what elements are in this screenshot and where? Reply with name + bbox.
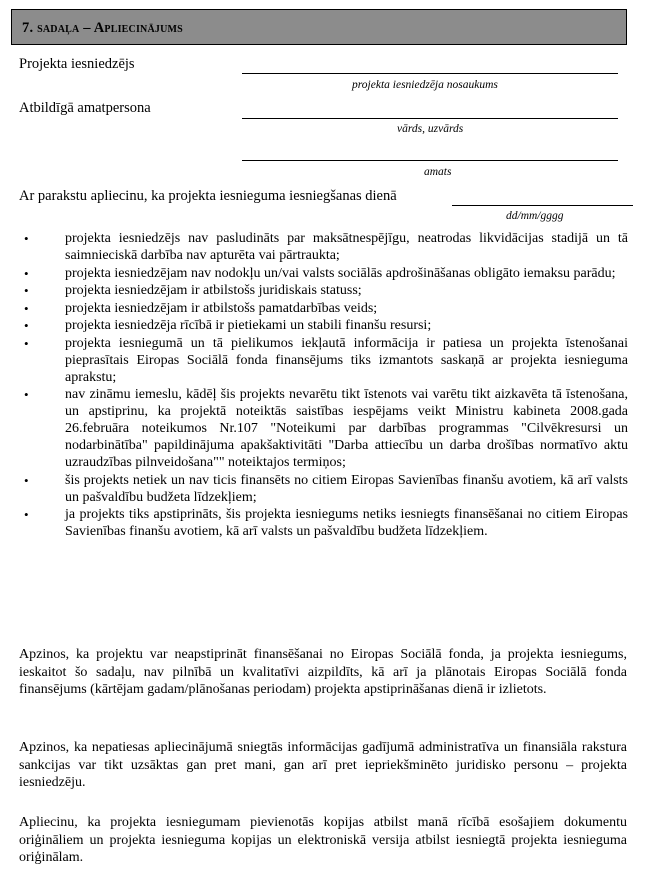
applicant-line: [242, 73, 618, 74]
paragraph-copies: Apliecinu, ka projekta iesniegumam pievienotās kopijas atbilst manā rīcībā esošajiem dokumentu oriģināliem un projekta iesnieguma kopijas un elektroniskā versija atbilst iesniegtā projekta iesnieguma oriģinālam.: [19, 815, 627, 866]
list-item: • projekta iesniedzējam nav nodokļu un/vai valsts sociālās apdrošināšanas obligāto iemaksu parādu;: [24, 265, 616, 281]
bullet-icon: •: [24, 318, 29, 333]
section-title: 7. sadaļa – Apliecinājums: [22, 20, 183, 36]
list-item: • projekta iesniedzējs nav pasludināts par maksātnespējīgu, neatrodas likvidācijas stadijā un tā saimnieciskā darbība nav apturēta vai pārtraukta;: [24, 231, 628, 263]
bullet-icon: •: [24, 231, 29, 246]
statement-text: Ar parakstu apliecinu, ka projekta iesnieguma iesniegšanas dienā: [19, 188, 397, 204]
bullet-icon: •: [24, 300, 29, 316]
bullet-icon: •: [24, 265, 29, 281]
applicant-label: Projekta iesniedzējs: [19, 56, 135, 72]
bullet-icon: •: [24, 335, 29, 351]
list-item: • projekta iesniegumā un tā pielikumos iekļautā informācija ir patiesa un projekta īstenošanai pieprasītais Eiropas Sociālā fonda finansējums tiks izmantots saskaņā ar projekta iesnieguma aprakstu;: [24, 335, 628, 385]
applicant-hint: projekta iesniedzēja nosaukums: [352, 79, 498, 91]
name-hint: vārds, uzvārds: [397, 123, 464, 135]
conditions-list: [22, 230, 628, 541]
list-item: • projekta iesniedzēja rīcībā ir pietiekami un stabili finanšu resursi;: [24, 318, 432, 333]
official-position-line: [242, 160, 618, 161]
date-hint: dd/mm/gggg: [506, 210, 564, 222]
bullet-icon: •: [24, 283, 29, 298]
official-name-line: [242, 118, 618, 119]
position-hint: amats: [424, 166, 452, 178]
official-label: Atbildīgā amatpersona: [19, 100, 151, 116]
bullet-icon: •: [24, 472, 29, 488]
bullet-icon: •: [24, 507, 29, 522]
date-line: [452, 205, 633, 206]
bullet-icon: •: [24, 387, 29, 402]
list-item: • šis projekts netiek un nav ticis finansēts no citiem Eiropas Savienības finanšu avotiem, kā arī valsts un pašvaldību budžeta līdzekļiem;: [24, 472, 628, 505]
paragraph-sanctions: Apzinos, ka nepatiesas apliecinājumā sniegtās informācijas gadījumā administratīva un finansiāla rakstura sankcijas var tikt uzsāktas gan pret mani, gan arī pret iepriekšminēto juridisko personu – projekta iesniedzēju.: [19, 740, 627, 791]
list-item: • projekta iesniedzējam ir atbilstošs juridiskais statuss;: [24, 283, 362, 298]
section-header: [11, 9, 627, 45]
list-item: • nav zināmu iemeslu, kādēļ šis projekts nevarētu tikt īstenots vai varētu tikt aizkavēta tā īstenošana, un apstiprinu, ka projektā noteiktās saistības iespējams veikt Ministru kabineta 2008.gada 26.februāra noteikumos Nr.107 "Noteikumi par darbības programmas "Cilvēkresursi un nodarbinātība" papildinājuma apakšaktivitāti "Darba attiecību un darba drošības normatīvo aktu uzraudzības pilnveidošana"" noteiktajos termiņos;: [24, 387, 628, 470]
paragraph-funding: Apzinos, ka projektu var neapstiprināt finansēšanai no Eiropas Sociālā fonda, ja projekta iesniegums, ieskaitot šo sadaļu, nav pilnībā un kvalitatīvi aizpildīts, kā arī ja plānotais Eiropas Sociālā fonda finansējums (kārtējam gadam/plānošanas periodam) projekta apstiprināšanas dienā ir izlietots.: [19, 647, 627, 698]
list-item: • projekta iesniedzējam ir atbilstošs pamatdarbības veids;: [24, 300, 378, 316]
list-item: • ja projekts tiks apstiprināts, šis projekta iesniegums netiks iesniegts finansēšanai no citiem Eiropas Savienības finanšu avotiem, kā arī valsts un pašvaldību budžeta līdzekļiem.: [24, 507, 628, 539]
